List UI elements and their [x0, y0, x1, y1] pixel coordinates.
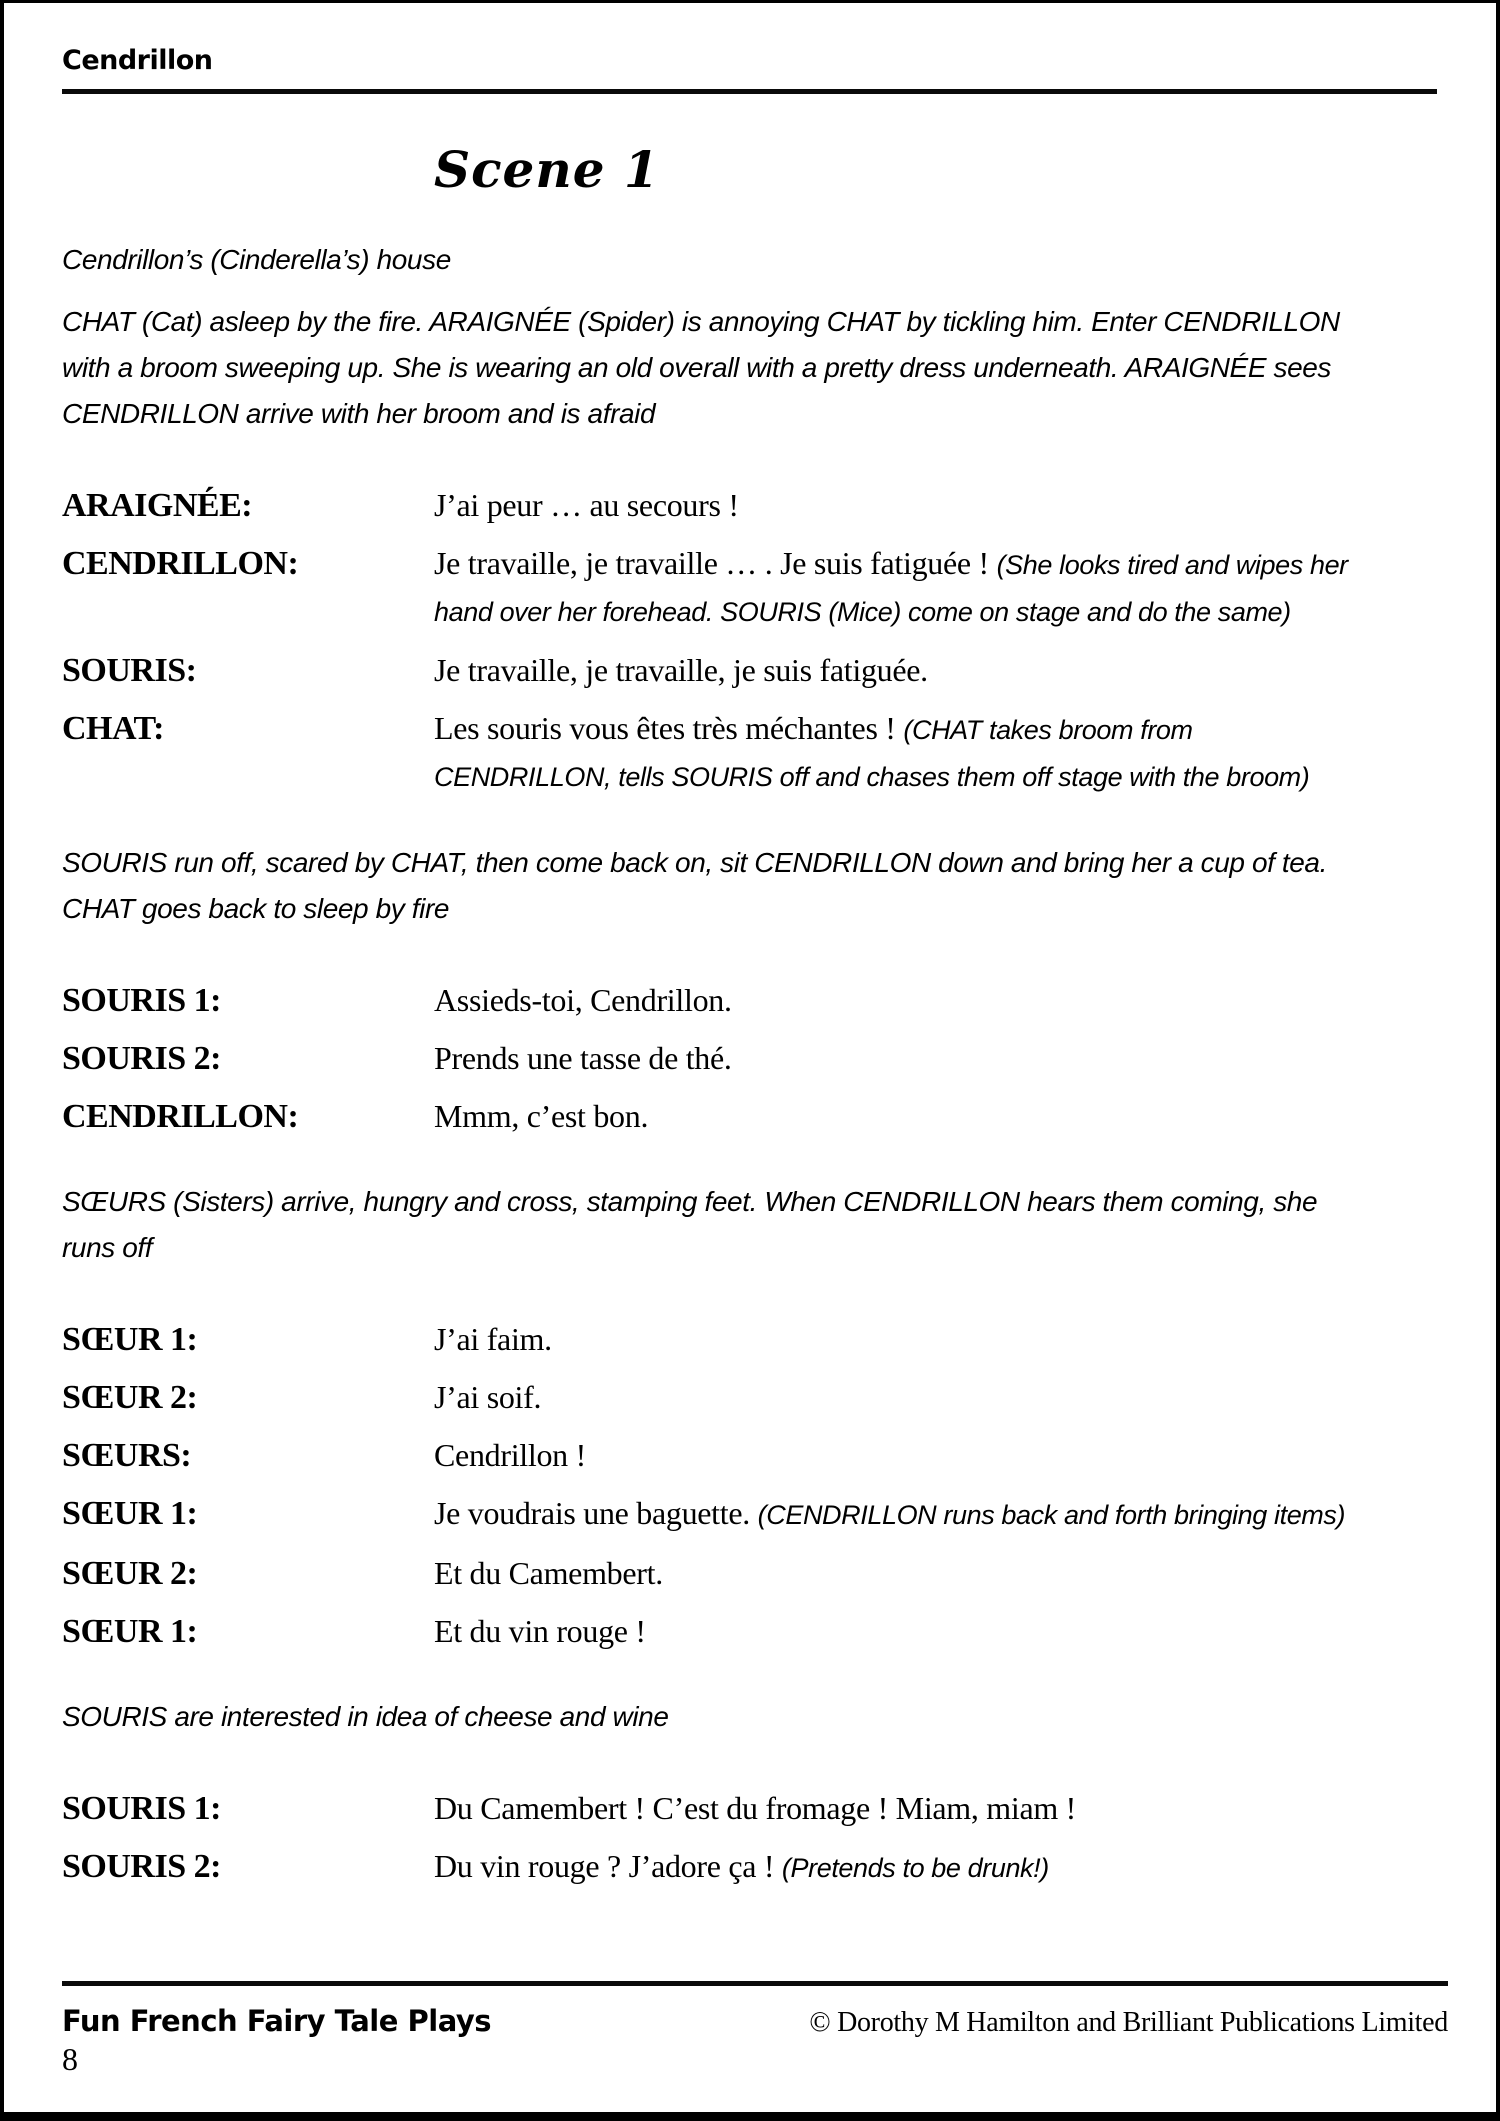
- speaker-label: SOURIS:: [62, 652, 197, 689]
- dialogue-row: [62, 1786, 1448, 1831]
- speaker-label: SŒUR 1:: [62, 1321, 198, 1358]
- speech: [434, 1433, 1349, 1478]
- speech: [434, 648, 1349, 693]
- speech-note: (CENDRILLON runs back and forth bringing items): [757, 1500, 1346, 1530]
- speech: [434, 978, 1349, 1023]
- dialogue-row: [62, 648, 1448, 693]
- speech-text: Du vin rouge ? J’adore ça !: [434, 1848, 782, 1884]
- speech-text: J’ai faim.: [434, 1321, 552, 1357]
- stage-direction: SŒURS (Sisters) arrive, hungry and cross, stamping feet. When CENDRILLON hears them coming, she runs off: [62, 1186, 1318, 1263]
- speaker-label: SŒUR 2:: [62, 1555, 198, 1592]
- speech-note: (Pretends to be drunk!): [781, 1853, 1049, 1883]
- speech: [434, 706, 1349, 800]
- dialogue-row: [62, 541, 1448, 635]
- footer-rule: [62, 1981, 1448, 1986]
- header-rule: [62, 89, 1437, 94]
- dialogue-row: [62, 706, 1448, 800]
- stage-direction: SOURIS run off, scared by CHAT, then come back on, sit CENDRILLON down and bring her a cup of tea. CHAT goes back to sleep by fire: [62, 847, 1327, 924]
- speech: [434, 1094, 1349, 1139]
- speaker-label: CENDRILLON:: [62, 545, 299, 582]
- speech: [434, 483, 1349, 528]
- dialogue-row: [62, 1844, 1448, 1891]
- speech-note: (CHAT takes broom from CENDRILLON, tells SOURIS off and chases them off stage with the broom): [434, 715, 1310, 792]
- page-footer: [62, 1981, 1448, 2078]
- speech-text: J’ai peur … au secours !: [434, 487, 739, 523]
- speaker-label: SOURIS 2:: [62, 1848, 221, 1885]
- speaker-label: SOURIS 1:: [62, 1790, 221, 1827]
- stage-direction: CHAT (Cat) asleep by the fire. ARAIGNÉE (Spider) is annoying CHAT by tickling him. Enter CENDRILLON with a broom sweeping up. She is wearing an old overall with a pretty dress underneath. ARAIGNÉE sees CENDRILLON arrive with her broom and is afraid: [62, 306, 1340, 429]
- speech: [434, 1551, 1349, 1596]
- speech: [434, 1786, 1349, 1831]
- speech: [434, 1317, 1349, 1362]
- dialogue-row: [62, 1609, 1448, 1654]
- speaker-label: ARAIGNÉE:: [62, 487, 253, 524]
- speech-text: Assieds-toi, Cendrillon.: [434, 982, 732, 1018]
- page-number: 8: [62, 2041, 78, 2077]
- speaker-label: SŒUR 2:: [62, 1379, 198, 1416]
- speech-text: Je travaille, je travaille … . Je suis fatiguée !: [434, 545, 997, 581]
- scene-title: Scene 1: [434, 140, 660, 199]
- dialogue-row: [62, 1036, 1448, 1081]
- speech-text: Prends une tasse de thé.: [434, 1040, 732, 1076]
- speech: [434, 541, 1349, 635]
- speech-text: Les souris vous êtes très méchantes !: [434, 710, 904, 746]
- dialogue-row: [62, 483, 1448, 528]
- speaker-label: SŒURS:: [62, 1437, 192, 1474]
- dialogue-row: [62, 1433, 1448, 1478]
- speech: [434, 1375, 1349, 1420]
- speech: [434, 1491, 1349, 1538]
- speech-text: Et du vin rouge !: [434, 1613, 646, 1649]
- footer-book-title: Fun French Fairy Tale Plays: [62, 2004, 492, 2038]
- speech-text: Je voudrais une baguette.: [434, 1495, 758, 1531]
- running-head-title: Cendrillon: [62, 45, 213, 76]
- dialogue-row: [62, 1491, 1448, 1538]
- speech: [434, 1036, 1349, 1081]
- speaker-label: SŒUR 1:: [62, 1495, 198, 1532]
- scene-setting: Cendrillon’s (Cinderella’s) house: [62, 244, 451, 275]
- speaker-label: SŒUR 1:: [62, 1613, 198, 1650]
- speech: [434, 1609, 1349, 1654]
- dialogue-row: [62, 1551, 1448, 1596]
- speech-text: J’ai soif.: [434, 1379, 542, 1415]
- speaker-label: CENDRILLON:: [62, 1098, 299, 1135]
- page-content: [4, 3, 1496, 1891]
- stage-direction: SOURIS are interested in idea of cheese and wine: [62, 1701, 669, 1732]
- speech-note: (She looks tired and wipes her hand over her forehead. SOURIS (Mice) come on stage and do the same): [434, 550, 1348, 627]
- dialogue-row: [62, 1317, 1448, 1362]
- speech-text: Cendrillon !: [434, 1437, 586, 1473]
- page-header: [62, 3, 1448, 94]
- footer-row: [62, 2004, 1448, 2039]
- speech: [434, 1844, 1349, 1891]
- dialogue-row: [62, 978, 1448, 1023]
- speech-text: Je travaille, je travaille, je suis fatiguée.: [434, 652, 928, 688]
- speaker-label: SOURIS 1:: [62, 982, 221, 1019]
- speaker-label: CHAT:: [62, 710, 165, 747]
- speaker-label: SOURIS 2:: [62, 1040, 221, 1077]
- footer-copyright: © Dorothy M Hamilton and Brilliant Publications Limited: [809, 2007, 1448, 2038]
- speech-text: Et du Camembert.: [434, 1555, 663, 1591]
- dialogue-row: [62, 1094, 1448, 1139]
- speech-text: Du Camembert ! C’est du fromage ! Miam, miam !: [434, 1790, 1077, 1826]
- script-blocks: [62, 299, 1448, 1891]
- dialogue-row: [62, 1375, 1448, 1420]
- speech-text: Mmm, c’est bon.: [434, 1098, 649, 1134]
